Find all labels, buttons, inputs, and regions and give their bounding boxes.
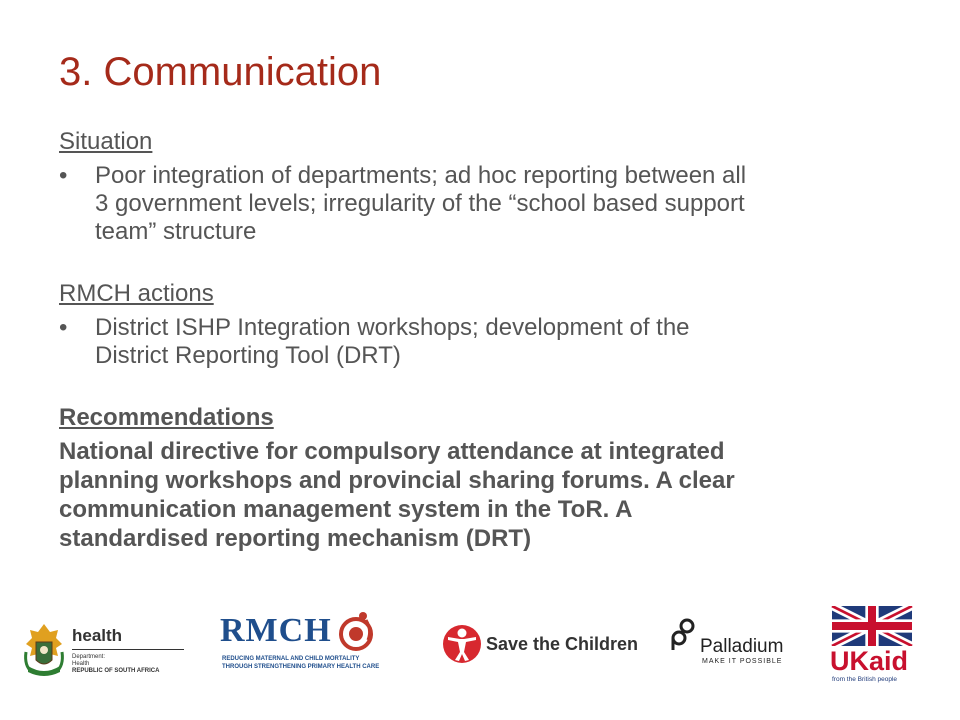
child-figure-icon — [442, 622, 482, 666]
slide-body — [59, 126, 909, 553]
bullet-line: District ISHP Integration workshops; development of the — [95, 314, 690, 341]
ukaid-tagline: from the British people — [832, 676, 898, 683]
bullet-line: 3 government levels; irregularity of the “school based support — [95, 190, 745, 217]
rmch-tagline-1: REDUCING MATERNAL AND CHILD MORTALITY — [222, 656, 360, 662]
bullet-glyph: • — [59, 162, 68, 189]
spacer — [59, 370, 909, 402]
save-the-children-logo — [442, 622, 647, 668]
ukaid-word: UKaid — [830, 646, 909, 676]
palladium-mark-icon — [670, 618, 700, 652]
rmch-word: RMCH — [220, 612, 332, 649]
situation-bullet — [59, 162, 909, 246]
sa-health-name: Health — [72, 661, 90, 667]
sa-health-dept: Department: — [72, 654, 106, 660]
bullet-line: District Reporting Tool (DRT) — [95, 342, 401, 369]
spacer — [59, 246, 909, 278]
mother-child-icon — [336, 610, 376, 656]
ukaid-logo — [830, 606, 916, 686]
recommendation-line: planning workshops and provincial sharing forums. A clear — [59, 467, 735, 494]
palladium-tagline: MAKE IT POSSIBLE — [702, 658, 783, 665]
actions-bullet — [59, 314, 909, 370]
sa-health-logo — [22, 622, 182, 682]
coat-of-arms-icon — [22, 622, 66, 680]
divider — [72, 649, 184, 650]
partner-logos — [0, 596, 960, 706]
actions-heading: RMCH actions — [59, 280, 214, 307]
bullet-glyph: • — [59, 314, 68, 341]
recommendation-line: National directive for compulsory attendance at integrated — [59, 438, 725, 465]
recommendations-text — [59, 437, 909, 553]
save-the-children-word: Save the Children — [486, 634, 639, 654]
sa-health-country: REPUBLIC OF SOUTH AFRICA — [72, 668, 160, 674]
bullet-line: team” structure — [95, 218, 257, 245]
recommendation-line: standardised reporting mechanism (DRT) — [59, 525, 532, 552]
recommendations-heading: Recommendations — [59, 404, 274, 431]
bullet-line: Poor integration of departments; ad hoc reporting between all — [95, 162, 747, 189]
palladium-logo — [670, 618, 795, 672]
rmch-logo — [220, 610, 380, 680]
palladium-word: Palladium — [700, 636, 784, 657]
situation-heading: Situation — [59, 128, 153, 155]
recommendation-line: communication management system in the ToR. A — [59, 496, 633, 523]
rmch-tagline-2: THROUGH STRENGTHENING PRIMARY HEALTH CARE — [222, 664, 380, 670]
sa-health-word: health — [72, 626, 123, 645]
slide-title: 3. Communication — [59, 50, 382, 94]
union-jack-icon — [830, 606, 914, 646]
